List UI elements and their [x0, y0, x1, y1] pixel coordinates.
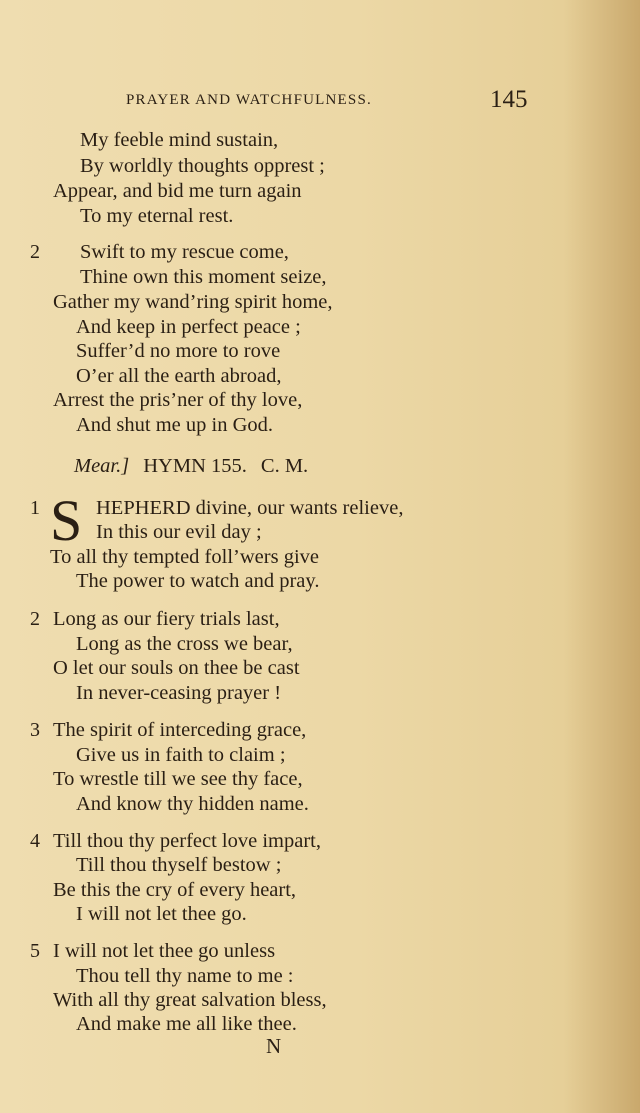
signature-mark: N [266, 1034, 282, 1058]
verse-line: Long as our fiery trials last, [53, 608, 280, 630]
verse-line: Be this the cry of every heart, [53, 879, 297, 901]
verse-line: Arrest the pris’ner of thy love, [53, 389, 303, 411]
hymn-heading [74, 454, 308, 478]
verse-line: Long as the cross we bear, [76, 633, 293, 655]
page-number: 145 [490, 86, 528, 113]
hymn-title: HYMN 155. [143, 455, 247, 477]
verse-line: And know thy hidden name. [76, 793, 309, 815]
verse-line: In never-ceasing prayer ! [76, 682, 282, 704]
verse-line: To my eternal rest. [80, 205, 234, 227]
stanza-number: 2 [30, 608, 40, 630]
running-title: PRAYER AND WATCHFULNESS. [126, 92, 372, 108]
stanza-number: 2 [30, 241, 40, 263]
stanza-number: 4 [30, 830, 40, 852]
verse-line: With all thy great salvation bless, [53, 989, 327, 1011]
verse-line: HEPHERD divine, our wants relieve, [96, 497, 404, 519]
verse-line: I will not let thee go unless [53, 940, 276, 962]
verse-line: Gather my wand’ring spirit home, [53, 291, 333, 313]
verse-line: And shut me up in God. [76, 414, 274, 436]
hymn-meter: C. M. [260, 455, 309, 477]
verse-line: Swift to my rescue come, [80, 241, 289, 263]
stanza-number: 3 [30, 719, 40, 741]
verse-line: To wrestle till we see thy face, [53, 768, 303, 790]
verse-line: The spirit of interceding grace, [53, 719, 307, 741]
verse-line: To all thy tempted foll’wers give [50, 546, 319, 568]
verse-line: The power to watch and pray. [76, 570, 320, 592]
verse-line: And make me all like thee. [76, 1013, 297, 1035]
verse-line: In this our evil day ; [96, 521, 262, 543]
verse-line: O let our souls on thee be cast [53, 657, 300, 679]
verse-line: And keep in perfect peace ; [76, 316, 301, 338]
verse-line: I will not let thee go. [76, 903, 247, 925]
stanza-number: 5 [30, 940, 40, 962]
verse-line: Suffer’d no more to rove [76, 340, 281, 362]
verse-line: Till thou thyself bestow ; [76, 854, 282, 876]
page-header [0, 86, 640, 120]
drop-cap: S [50, 488, 83, 553]
verse-line: Give us in faith to claim ; [76, 744, 286, 766]
stanza-number: 1 [30, 497, 40, 519]
verse-line: Appear, and bid me turn again [53, 180, 302, 202]
verse-line: O’er all the earth abroad, [76, 365, 282, 387]
verse-line: Till thou thy perfect love impart, [53, 830, 321, 852]
verse-line: By worldly thoughts opprest ; [80, 155, 325, 177]
verse-line: Thine own this moment seize, [80, 266, 327, 288]
verse-line: Thou tell thy name to me : [76, 965, 294, 987]
verse-line: My feeble mind sustain, [80, 129, 279, 151]
tune-name: Mear.] [74, 455, 130, 477]
